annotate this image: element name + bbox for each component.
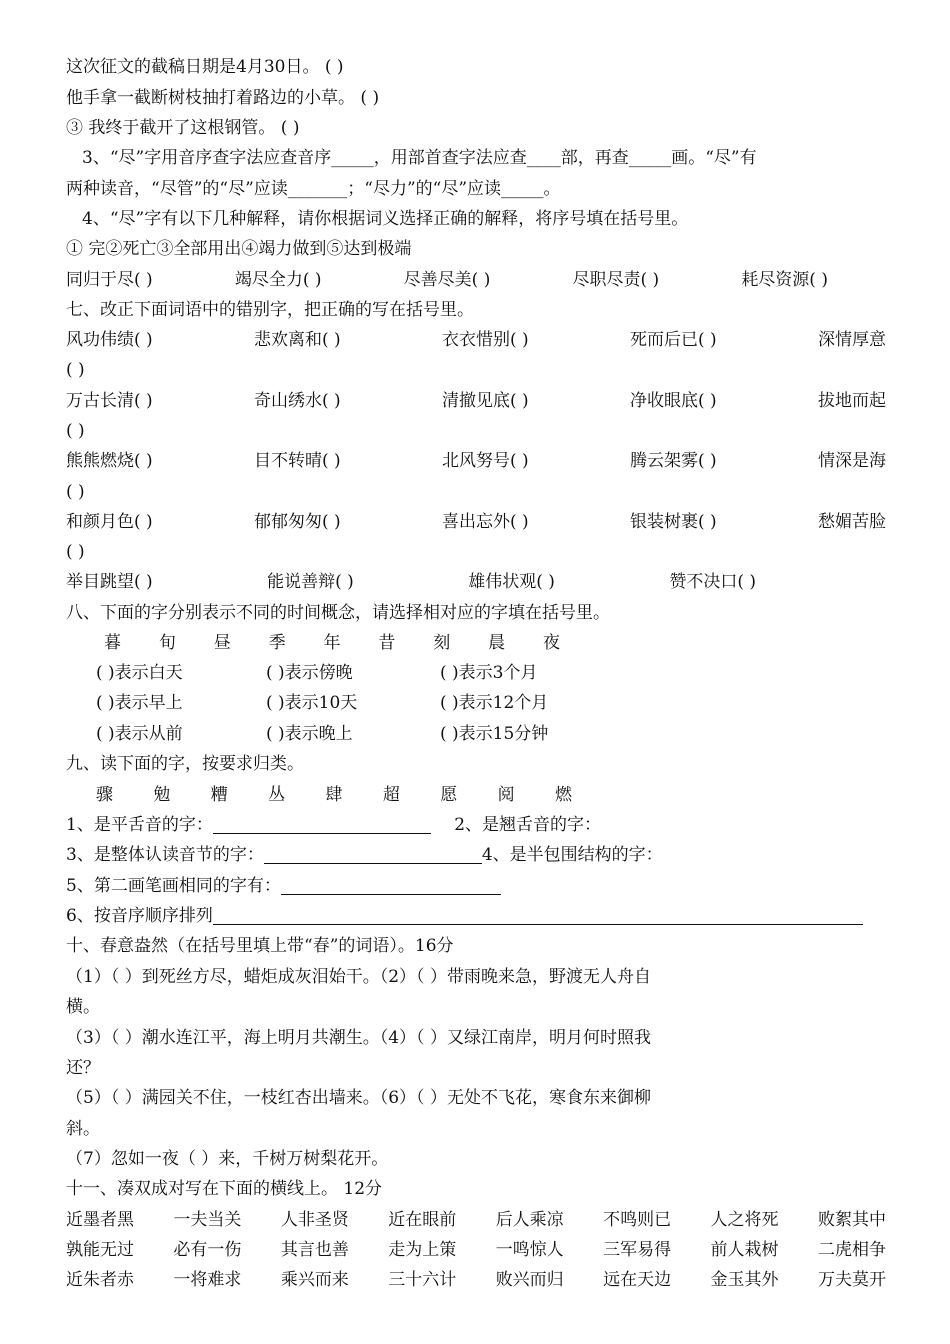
character: 勉 bbox=[153, 785, 171, 805]
text-line: 他手拿一截断树枝抽打着路边的小草。 ( ) bbox=[66, 88, 380, 108]
phrase-row bbox=[66, 1235, 886, 1265]
character: 年 bbox=[323, 633, 341, 653]
question-label: 5、第二画笔画相同的字有： bbox=[66, 876, 281, 896]
question-4-line: 4、“尽”字有以下几种解释，请你根据词义选择正确的解释，将序号填在括号里。 bbox=[82, 209, 689, 229]
idiom-item: 同归于尽( ) bbox=[66, 270, 153, 290]
word-item: 腾云架雾( ) bbox=[630, 451, 717, 471]
word-item: 死而后已( ) bbox=[630, 330, 717, 350]
phrase: 一将难求 bbox=[173, 1270, 242, 1290]
answer-bracket: ( ) bbox=[66, 421, 85, 441]
character: 超 bbox=[382, 785, 400, 805]
character: 昔 bbox=[378, 633, 396, 653]
word-item: 奇山绣水( ) bbox=[254, 391, 341, 411]
word-row bbox=[66, 567, 756, 597]
time-row bbox=[96, 658, 916, 688]
poem-line: 还？ bbox=[66, 1058, 100, 1078]
phrase: 近在眼前 bbox=[388, 1210, 457, 1230]
word-item: 衣衣惜别( ) bbox=[442, 330, 529, 350]
word-row bbox=[66, 507, 886, 537]
phrase: 乘兴而来 bbox=[280, 1270, 349, 1290]
time-item: ( )表示晚上 bbox=[266, 724, 353, 744]
answer-blank[interactable] bbox=[213, 813, 431, 834]
time-row bbox=[96, 719, 916, 749]
time-item: ( )表示3个月 bbox=[440, 663, 538, 683]
character: 夜 bbox=[543, 633, 560, 653]
phrase: 远在天边 bbox=[603, 1270, 672, 1290]
poem-line: 斜。 bbox=[66, 1119, 100, 1139]
phrase-row bbox=[66, 1265, 886, 1295]
character: 丛 bbox=[268, 785, 286, 805]
word-item: 能说善辩( ) bbox=[267, 572, 354, 592]
poem-line: （1）（ ）到死丝方尽，蜡炬成灰泪始干。（2）（ ）带雨晚来急，野渡无人舟自 bbox=[66, 967, 651, 987]
word-item: 愁媚苦脸 bbox=[818, 512, 886, 532]
text-line: ③ 我终于截开了这根钢管。 ( ) bbox=[66, 118, 300, 138]
answer-blank[interactable] bbox=[213, 904, 863, 925]
word-item: 举目跳望( ) bbox=[66, 572, 153, 592]
idiom-item: 竭尽全力( ) bbox=[234, 270, 322, 290]
word-item: 目不转晴( ) bbox=[254, 451, 341, 471]
idiom-item: 尽善尽美( ) bbox=[403, 270, 491, 290]
section-8-title: 八、下面的字分别表示不同的时间概念，请选择相对应的字填在括号里。 bbox=[66, 603, 610, 623]
word-item: 赞不决口( ) bbox=[669, 572, 756, 592]
poem-line: （3）（ ）潮水连江平，海上明月共潮生。（4）（ ）又绿江南岸，明月何时照我 bbox=[66, 1028, 651, 1048]
phrase: 人非圣贤 bbox=[280, 1210, 349, 1230]
word-row bbox=[66, 325, 886, 355]
time-item: ( )表示从前 bbox=[96, 724, 183, 744]
phrase: 二虎相争 bbox=[817, 1240, 886, 1260]
time-item: ( )表示傍晚 bbox=[266, 663, 353, 683]
word-item: 悲欢离和( ) bbox=[254, 330, 341, 350]
question-label: 2、是翘舌音的字： bbox=[454, 815, 602, 835]
question-3-line-2: 两种读音，“尽管”的“尽”应读_______；“尽力”的“尽”应读_____。 bbox=[66, 179, 561, 199]
word-item: 北风努号( ) bbox=[442, 451, 529, 471]
classify-row-1 bbox=[66, 810, 886, 840]
word-item: 深情厚意 bbox=[818, 330, 886, 350]
question-label: 6、按音序顺序排列 bbox=[66, 906, 213, 926]
character-row bbox=[104, 628, 560, 658]
word-item: 拔地而起 bbox=[818, 391, 886, 411]
phrase: 金玉其外 bbox=[710, 1270, 779, 1290]
definition-options: ① 完②死亡③全部用出④竭力做到⑤达到极端 bbox=[66, 239, 412, 259]
phrase: 其言也善 bbox=[280, 1240, 349, 1260]
character: 暮 bbox=[104, 633, 121, 653]
phrase: 万夫莫开 bbox=[817, 1270, 886, 1290]
character: 刻 bbox=[433, 633, 451, 653]
character: 晨 bbox=[488, 633, 506, 653]
word-row bbox=[66, 386, 886, 416]
phrase: 一夫当关 bbox=[173, 1210, 242, 1230]
time-item: ( )表示10天 bbox=[266, 693, 358, 713]
phrase: 走为上策 bbox=[388, 1240, 457, 1260]
word-row bbox=[66, 446, 886, 476]
phrase: 必有一伤 bbox=[173, 1240, 242, 1260]
idiom-item: 耗尽资源( ) bbox=[741, 270, 828, 290]
time-item: ( )表示12个月 bbox=[440, 693, 549, 713]
phrase: 一鸣惊人 bbox=[495, 1240, 564, 1260]
poem-line: （5）（ ）满园关不住，一枝红杏出墙来。（6）（ ）无处不飞花，寒食东来御柳 bbox=[66, 1088, 651, 1108]
answer-blank[interactable] bbox=[264, 843, 482, 864]
word-item: 情深是海 bbox=[818, 451, 886, 471]
section-9-title: 九、读下面的字，按要求归类。 bbox=[66, 754, 304, 774]
phrase: 近朱者赤 bbox=[66, 1270, 134, 1290]
word-item: 银装树裹( ) bbox=[630, 512, 717, 532]
section-7-title: 七、改正下面词语中的错别字，把正确的写在括号里。 bbox=[66, 300, 474, 320]
word-item: 和颜月色( ) bbox=[66, 512, 153, 532]
word-item: 净收眼底( ) bbox=[630, 391, 717, 411]
phrase: 孰能无过 bbox=[66, 1240, 134, 1260]
phrase: 三十六计 bbox=[388, 1270, 457, 1290]
phrase: 不鸣则已 bbox=[603, 1210, 672, 1230]
word-item: 熊熊燃烧( ) bbox=[66, 451, 153, 471]
section-10-title: 十、春意盎然（在括号里填上带“春”的词语）。16分 bbox=[66, 936, 454, 956]
phrase: 败絮其中 bbox=[817, 1210, 886, 1230]
section-11-title: 十一、凑双成对写在下面的横线上。 12分 bbox=[66, 1179, 383, 1199]
time-item: ( )表示早上 bbox=[96, 693, 183, 713]
classify-row-2 bbox=[66, 840, 886, 870]
character: 糟 bbox=[210, 785, 228, 805]
question-label: 3、是整体认读音节的字： bbox=[66, 845, 264, 865]
time-item: ( )表示白天 bbox=[96, 663, 183, 683]
character: 愿 bbox=[440, 785, 458, 805]
word-item: 风功伟绩( ) bbox=[66, 330, 153, 350]
phrase-row bbox=[66, 1205, 886, 1235]
phrase: 前人栽树 bbox=[710, 1240, 779, 1260]
character: 阅 bbox=[497, 785, 515, 805]
answer-bracket: ( ) bbox=[66, 360, 85, 380]
character: 昼 bbox=[213, 633, 231, 653]
text-line: 这次征文的截稿日期是4月30日。 ( ) bbox=[66, 57, 344, 77]
time-item: ( )表示15分钟 bbox=[440, 724, 549, 744]
character: 燃 bbox=[555, 785, 572, 805]
poem-line: （7）忽如一夜（ ）来，千树万树梨花开。 bbox=[66, 1149, 389, 1169]
word-item: 万古长清( ) bbox=[66, 391, 153, 411]
phrase: 人之将死 bbox=[710, 1210, 779, 1230]
word-item: 雄伟状观( ) bbox=[468, 572, 555, 592]
answer-blank[interactable] bbox=[281, 874, 501, 895]
word-item: 喜出忘外( ) bbox=[442, 512, 529, 532]
phrase: 三军易得 bbox=[603, 1240, 672, 1260]
character: 骤 bbox=[96, 785, 113, 805]
character: 肆 bbox=[325, 785, 343, 805]
character: 季 bbox=[268, 633, 286, 653]
character-row bbox=[96, 780, 572, 810]
idiom-row bbox=[66, 265, 828, 295]
poem-line: 横。 bbox=[66, 997, 100, 1017]
idiom-item: 尽职尽责( ) bbox=[572, 270, 660, 290]
answer-bracket: ( ) bbox=[66, 542, 85, 562]
question-label: 1、是平舌音的字： bbox=[66, 815, 213, 835]
question-label: 4、是半包围结构的字： bbox=[481, 845, 663, 865]
character: 旬 bbox=[158, 633, 176, 653]
time-row bbox=[96, 688, 916, 718]
word-item: 郁郁匆匆( ) bbox=[254, 512, 341, 532]
phrase: 近墨者黑 bbox=[66, 1210, 134, 1230]
phrase: 败兴而归 bbox=[495, 1270, 564, 1290]
question-3-line: 3、“尽”字用音序查字法应查音序_____，用部首查字法应查____部，再查_____画。“尽”有 bbox=[82, 148, 757, 168]
classify-row-3 bbox=[66, 871, 886, 901]
word-item: 清撤见底( ) bbox=[442, 391, 529, 411]
phrase: 后人乘凉 bbox=[495, 1210, 564, 1230]
answer-bracket: ( ) bbox=[66, 482, 85, 502]
classify-row-4 bbox=[66, 901, 886, 931]
